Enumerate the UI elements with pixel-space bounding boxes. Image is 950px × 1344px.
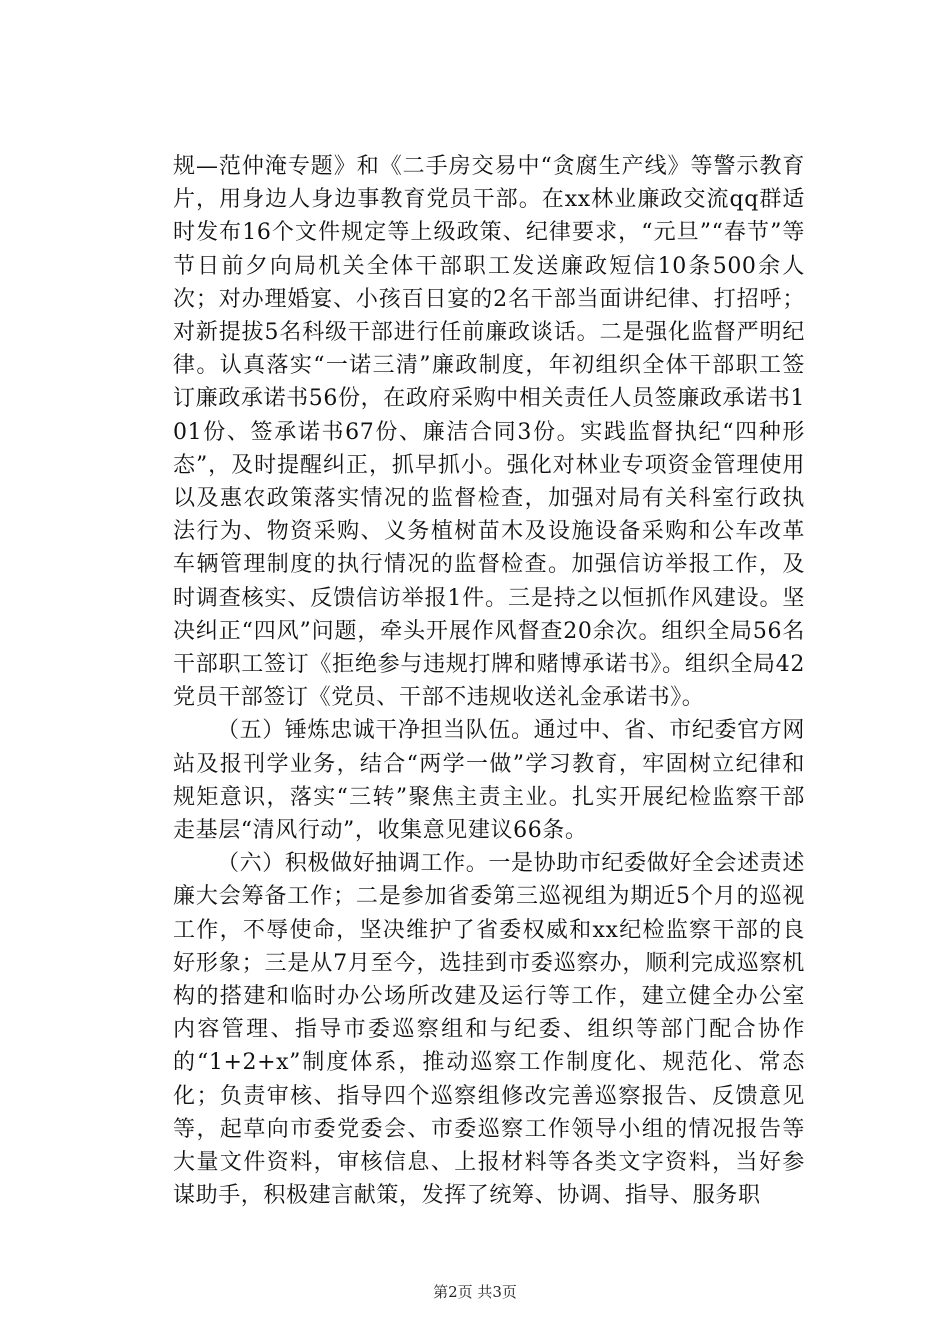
paragraph-section-five: （五）锤炼忠诚干净担当队伍。通过中、省、市纪委官方网站及报刊学业务，结合“两学一做”学习教育，牢固树立纪律和规矩意识，落实“三转”聚焦主责主业。扎实开展纪检监察干部走基层“清风行动”，收集意见建议66条。 bbox=[173, 718, 805, 844]
paragraph-section-six: （六）积极做好抽调工作。一是协助市纪委做好全会述责述廉大会筹备工作；二是参加省委第三巡视组为期近5个月的巡视工作，不辱使命，坚决维护了省委权威和xx纪检监察干部的良好形象；三是从7月至今，选挂到市委巡察办，顺利完成巡察机构的搭建和临时办公场所改建及运行等工作，建立健全办公室内容管理、指导市委巡察组和与纪委、组织等部门配合协作的“1+2+x”制度体系，推动巡察工作制度化、规范化、常态化；负责审核、指导四个巡察组修改完善巡察报告、反馈意见等，起草向市委党委会、市委巡察工作领导小组的情况报告等大量文件资料，审核信息、上报材料等各类文字资料，当好参谋助手，积极建言献策，发挥了统筹、协调、指导、服务职 bbox=[173, 851, 805, 1209]
document-body bbox=[173, 150, 805, 1213]
page-number-footer: 第2页 共3页 bbox=[433, 1283, 517, 1301]
paragraph-warning-education: 规—范仲淹专题》和《二手房交易中“贪腐生产线》等警示教育片，用身边人身边事教育党员干部。在xx林业廉政交流qq群适时发布16个文件规定等上级政策、纪律要求，“元旦”“春节”等节日前夕向局机关全体干部职工发送廉政短信10条500余人次；对办理婚宴、小孩百日宴的2名干部当面讲纪律、打招呼；对新提拔5名科级干部进行任前廉政谈话。二是强化监督严明纪律。认真落实“一诺三清”廉政制度，年初组织全体干部职工签订廉政承诺书56份，在政府采购中相关责任人员签廉政承诺书101份、签承诺书67份、廉洁合同3份。实践监督执纪“四种形态”，及时提醒纠正，抓早抓小。强化对林业专项资金管理使用以及惠农政策落实情况的监督检查，加强对局有关科室行政执法行为、物资采购、义务植树苗木及设施设备采购和公车改革车辆管理制度的执行情况的监督检查。加强信访举报工作，及时调查核实、反馈信访举报1件。三是持之以恒抓作风建设。坚决纠正“四风”问题，牵头开展作风督查20余次。组织全局56名干部职工签订《拒绝参与违规打牌和赌博承诺书》。组织全局42党员干部签订《党员、干部不违规收送礼金承诺书》。 bbox=[173, 154, 805, 711]
